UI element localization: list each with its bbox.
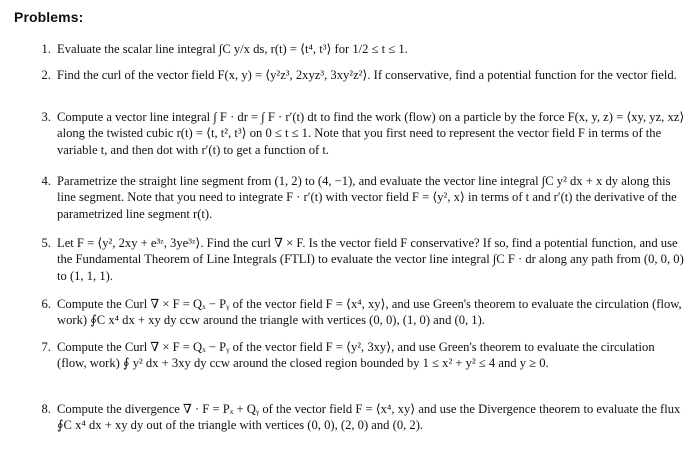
problem-text: Compute the divergence ∇ · F = Pₓ + Qᵧ of the vector field F = ⟨x⁴, xy⟩ and use the Divergence theorem to evaluate the flux ∮C x⁴ dx + xy dy out of the triangle with vertices (0, 0), (2, 0) and (0, 2). xyxy=(57,402,681,433)
problem-5 xyxy=(41,235,687,284)
problem-number: 5. xyxy=(41,236,51,250)
problem-text: Parametrize the straight line segment from (1, 2) to (4, −1), and evaluate the vector line integral ∫C y² dx + x dy along this line segment. Note that you need to integrate F · r′(t) with vector field F = ⟨y², x⟩ in terms of t and r′(t) the derivative of the parametrized line segment r(t). xyxy=(57,174,677,221)
problem-4 xyxy=(41,173,687,222)
problem-number: 2. xyxy=(41,68,51,82)
problem-number: 6. xyxy=(41,297,51,311)
problem-number: 3. xyxy=(41,110,51,124)
problem-number: 1. xyxy=(41,42,51,56)
problem-3 xyxy=(41,109,687,158)
problem-text: Compute the Curl ∇ × F = Qₓ − Pᵧ of the vector field F = ⟨x⁴, xy⟩, and use Green's theorem to evaluate the circulation (flow, work) ∮C x⁴ dx + xy dy ccw around the triangle with vertices (0, 0), (1, 0) and (0, 1). xyxy=(57,297,682,328)
problem-2 xyxy=(41,67,687,83)
problem-6 xyxy=(41,296,687,329)
problem-8 xyxy=(41,401,687,434)
problem-7 xyxy=(41,339,687,372)
problem-text: Evaluate the scalar line integral ∫C y/x ds, r(t) = ⟨t⁴, t³⟩ for 1/2 ≤ t ≤ 1. xyxy=(57,42,408,56)
problem-number: 4. xyxy=(41,174,51,188)
problem-text: Let F = ⟨y², 2xy + e³ᶻ, 3ye³ᶻ⟩. Find the curl ∇ × F. Is the vector field F conservative? If so, find a potential function, and use the Fundamental Theorem of Line Integrals (FTLI) to evaluate the vector line integral ∫C F · dr along any path from (0, 0, 0) to (1, 1, 1). xyxy=(57,236,684,283)
problem-text: Compute the Curl ∇ × F = Qₓ − Pᵧ of the vector field F = ⟨y², 3xy⟩, and use Green's theorem to evaluate the circulation (flow, work) ∮ y² dx + 3xy dy ccw around the closed region bounded by 1 ≤ x² + y² ≤ 4 and y ≥ 0. xyxy=(57,340,655,371)
problem-text: Compute a vector line integral ∫ F · dr = ∫ F · r′(t) dt to find the work (flow) on a particle by the force F(x, y, z) = ⟨xy, yz, xz⟩ along the twisted cubic r(t) = ⟨t, t², t³⟩ on 0 ≤ t ≤ 1. Note that you first need to represent the vector field F in terms of the variable t, and then dot with r′(t) to get a function of t. xyxy=(57,110,685,157)
problem-text: Find the curl of the vector field F(x, y) = ⟨y²z³, 2xyz³, 3xy²z²⟩. If conservative, find a potential function for the vector field. xyxy=(57,68,677,82)
problem-number: 7. xyxy=(41,340,51,354)
problem-1 xyxy=(41,41,687,57)
page-heading: Problems: xyxy=(14,9,84,25)
problem-number: 8. xyxy=(41,402,51,416)
